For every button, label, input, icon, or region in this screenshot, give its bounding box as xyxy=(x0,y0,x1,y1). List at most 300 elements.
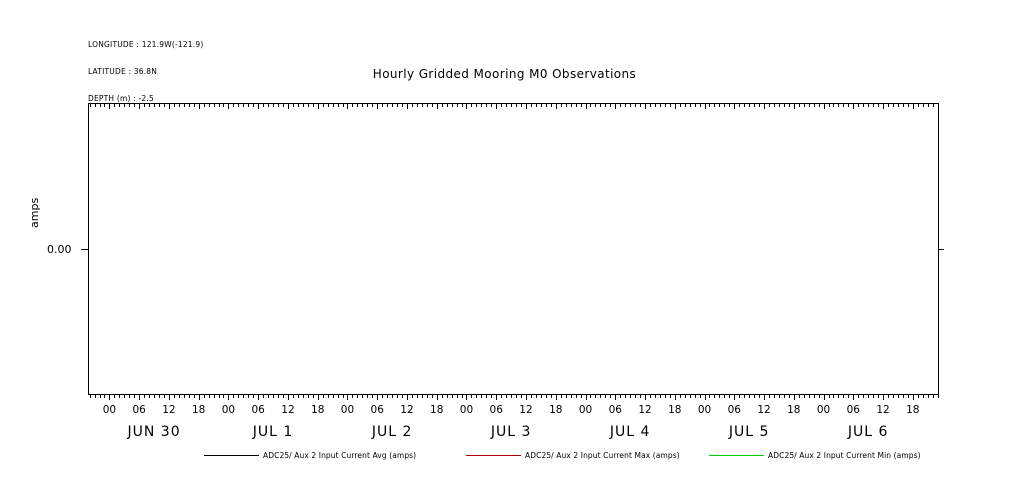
axis-tick xyxy=(809,395,810,398)
axis-tick xyxy=(417,395,418,398)
axis-tick xyxy=(799,395,800,398)
axis-tick xyxy=(238,395,239,398)
axis-tick xyxy=(481,395,482,398)
axis-tick xyxy=(913,104,914,109)
axis-tick xyxy=(223,104,224,107)
axis-tick xyxy=(427,395,428,398)
axis-tick xyxy=(779,104,780,107)
axis-tick xyxy=(650,395,651,398)
axis-tick xyxy=(219,395,220,398)
axis-tick xyxy=(189,395,190,398)
axis-tick xyxy=(199,395,200,400)
axis-tick xyxy=(600,104,601,107)
axis-tick xyxy=(139,395,140,400)
x-axis-day-label: JUL 3 xyxy=(490,424,532,440)
axis-tick xyxy=(650,104,651,107)
axis-tick xyxy=(918,104,919,107)
axis-tick xyxy=(278,104,279,107)
axis-tick xyxy=(794,104,795,109)
axis-tick xyxy=(248,395,249,398)
y-axis-tick-label: 0.00 xyxy=(47,243,72,256)
axis-tick xyxy=(734,395,735,400)
axis-tick xyxy=(333,104,334,107)
axis-tick xyxy=(144,104,145,107)
axis-tick xyxy=(119,104,120,107)
axis-tick xyxy=(749,395,750,398)
axis-tick xyxy=(323,104,324,107)
axis-tick xyxy=(333,395,334,398)
axis-tick xyxy=(888,395,889,398)
axis-tick xyxy=(159,104,160,107)
axis-tick xyxy=(422,104,423,107)
axis-tick xyxy=(253,395,254,398)
chart-legend xyxy=(0,448,1009,464)
x-axis-hour-label: 18 xyxy=(668,404,682,416)
axis-tick xyxy=(769,104,770,107)
axis-tick xyxy=(670,104,671,107)
top-axis-ticks xyxy=(88,104,939,111)
axis-tick xyxy=(709,104,710,107)
axis-tick xyxy=(298,395,299,398)
x-axis-hour-label: 18 xyxy=(906,404,920,416)
axis-tick xyxy=(645,104,646,109)
axis-tick xyxy=(447,395,448,398)
axis-tick xyxy=(695,395,696,398)
x-axis-hour-label: 12 xyxy=(400,404,414,416)
axis-tick xyxy=(546,104,547,107)
axis-tick xyxy=(774,104,775,107)
axis-tick xyxy=(452,104,453,107)
axis-tick xyxy=(328,104,329,107)
axis-tick xyxy=(640,104,641,107)
axis-tick xyxy=(90,395,91,398)
axis-tick xyxy=(471,395,472,398)
axis-tick xyxy=(853,395,854,400)
axis-tick xyxy=(347,104,348,109)
x-axis-hour-label: 00 xyxy=(578,404,593,416)
axis-tick xyxy=(853,104,854,109)
axis-tick xyxy=(437,395,438,400)
axis-tick xyxy=(764,395,765,400)
axis-tick xyxy=(278,395,279,398)
axis-tick xyxy=(620,104,621,107)
axis-tick xyxy=(551,395,552,398)
axis-tick xyxy=(784,395,785,398)
axis-tick xyxy=(833,395,834,398)
axis-tick xyxy=(680,395,681,398)
axis-tick xyxy=(586,395,587,400)
axis-tick xyxy=(610,104,611,107)
x-axis-hour-label: 06 xyxy=(132,404,146,416)
axis-tick xyxy=(184,395,185,398)
x-axis-day-labels xyxy=(0,424,1009,444)
axis-tick xyxy=(933,104,934,107)
axis-tick xyxy=(759,395,760,398)
axis-tick xyxy=(293,104,294,107)
axis-tick xyxy=(392,104,393,107)
axis-tick xyxy=(308,395,309,398)
axis-tick xyxy=(595,104,596,107)
axis-tick xyxy=(536,395,537,398)
axis-tick xyxy=(789,395,790,398)
axis-tick xyxy=(511,395,512,398)
axis-tick xyxy=(556,395,557,400)
x-axis-hour-label: 06 xyxy=(608,404,622,416)
axis-tick xyxy=(893,395,894,398)
axis-tick xyxy=(243,104,244,107)
axis-tick xyxy=(714,104,715,107)
axis-tick xyxy=(858,395,859,398)
axis-tick xyxy=(838,395,839,398)
axis-tick xyxy=(357,395,358,398)
axis-tick xyxy=(700,395,701,398)
axis-tick xyxy=(263,395,264,398)
axis-tick xyxy=(104,104,105,107)
axis-tick xyxy=(908,104,909,107)
axis-tick xyxy=(387,104,388,107)
axis-tick xyxy=(739,104,740,107)
axis-tick xyxy=(134,104,135,107)
axis-tick xyxy=(457,395,458,398)
axis-tick xyxy=(204,395,205,398)
axis-tick xyxy=(863,395,864,398)
axis-tick xyxy=(848,395,849,398)
axis-tick xyxy=(734,104,735,109)
legend-color-swatch xyxy=(466,455,521,456)
axis-tick xyxy=(486,395,487,398)
axis-tick xyxy=(873,395,874,398)
axis-tick xyxy=(581,104,582,107)
axis-tick xyxy=(541,104,542,107)
axis-tick xyxy=(313,104,314,107)
axis-tick xyxy=(164,104,165,107)
axis-tick xyxy=(323,395,324,398)
axis-tick xyxy=(863,104,864,107)
axis-tick xyxy=(561,104,562,107)
axis-tick xyxy=(174,104,175,107)
axis-tick xyxy=(680,104,681,107)
axis-tick xyxy=(878,395,879,398)
axis-tick xyxy=(90,104,91,107)
axis-tick xyxy=(199,104,200,109)
axis-tick xyxy=(397,104,398,107)
axis-tick xyxy=(938,395,939,398)
axis-tick xyxy=(675,395,676,400)
axis-tick xyxy=(293,395,294,398)
axis-tick xyxy=(233,104,234,107)
x-axis-day-label: JUL 5 xyxy=(728,424,770,440)
axis-tick xyxy=(546,395,547,398)
axis-tick xyxy=(789,104,790,107)
axis-tick xyxy=(705,104,706,109)
axis-tick xyxy=(531,104,532,107)
x-axis-day-label: JUL 4 xyxy=(609,424,651,440)
legend-color-swatch xyxy=(709,455,764,456)
axis-tick xyxy=(308,104,309,107)
axis-tick xyxy=(452,395,453,398)
axis-tick xyxy=(571,104,572,107)
axis-tick xyxy=(521,104,522,107)
axis-tick xyxy=(655,395,656,398)
x-axis-hour-label: 18 xyxy=(311,404,325,416)
axis-tick xyxy=(774,395,775,398)
axis-tick xyxy=(417,104,418,107)
axis-tick xyxy=(149,395,150,398)
axis-tick xyxy=(590,395,591,398)
x-axis-hour-label: 00 xyxy=(697,404,712,416)
legend-color-swatch xyxy=(204,455,259,456)
axis-tick xyxy=(402,395,403,398)
axis-tick xyxy=(536,104,537,107)
axis-tick xyxy=(888,104,889,107)
axis-tick xyxy=(466,104,467,109)
axis-tick xyxy=(824,104,825,109)
axis-tick xyxy=(833,104,834,107)
axis-tick xyxy=(898,104,899,107)
axis-tick xyxy=(258,395,259,400)
axis-tick xyxy=(288,104,289,109)
axis-tick xyxy=(343,395,344,398)
axis-tick xyxy=(248,104,249,107)
axis-tick xyxy=(635,395,636,398)
axis-tick xyxy=(253,104,254,107)
axis-tick xyxy=(858,104,859,107)
axis-tick xyxy=(576,395,577,398)
axis-tick xyxy=(645,395,646,400)
axis-tick xyxy=(779,395,780,398)
axis-tick xyxy=(377,104,378,109)
axis-tick xyxy=(630,395,631,398)
axis-tick xyxy=(382,104,383,107)
axis-tick xyxy=(283,104,284,107)
x-axis-hour-label: 18 xyxy=(192,404,206,416)
x-axis-hour-label: 00 xyxy=(221,404,236,416)
axis-tick xyxy=(581,395,582,398)
axis-tick xyxy=(174,395,175,398)
x-axis-hour-label: 06 xyxy=(489,404,503,416)
axis-tick xyxy=(729,395,730,398)
axis-tick xyxy=(119,395,120,398)
axis-tick xyxy=(928,104,929,107)
axis-tick xyxy=(412,395,413,398)
axis-tick xyxy=(427,104,428,107)
axis-tick xyxy=(739,395,740,398)
axis-tick xyxy=(476,395,477,398)
axis-tick xyxy=(620,395,621,398)
x-axis-hour-label: 06 xyxy=(251,404,265,416)
axis-tick xyxy=(873,104,874,107)
axis-tick xyxy=(194,395,195,398)
axis-tick xyxy=(561,395,562,398)
metadata-depth: DEPTH (m) : -2.5 xyxy=(88,94,154,103)
x-axis-hour-label: 18 xyxy=(549,404,563,416)
axis-tick xyxy=(228,395,229,400)
axis-tick xyxy=(799,104,800,107)
axis-tick xyxy=(134,395,135,398)
axis-tick xyxy=(640,395,641,398)
x-axis-hour-label: 12 xyxy=(281,404,295,416)
axis-tick xyxy=(829,395,830,398)
x-axis-ticks xyxy=(88,395,939,402)
axis-tick xyxy=(179,104,180,107)
axis-tick xyxy=(209,395,210,398)
axis-tick xyxy=(586,104,587,109)
axis-tick xyxy=(506,104,507,107)
axis-tick xyxy=(724,104,725,107)
axis-tick xyxy=(169,104,170,109)
axis-tick xyxy=(665,104,666,107)
axis-tick xyxy=(615,395,616,400)
axis-tick xyxy=(243,395,244,398)
axis-tick xyxy=(804,104,805,107)
axis-tick xyxy=(809,104,810,107)
axis-tick xyxy=(298,104,299,107)
axis-tick xyxy=(883,395,884,400)
axis-tick xyxy=(660,395,661,398)
axis-tick xyxy=(600,395,601,398)
axis-tick xyxy=(184,104,185,107)
axis-tick xyxy=(551,104,552,107)
axis-tick xyxy=(848,104,849,107)
axis-tick xyxy=(729,104,730,107)
x-axis-hour-label: 00 xyxy=(102,404,117,416)
axis-tick xyxy=(273,395,274,398)
axis-tick xyxy=(754,104,755,107)
axis-tick xyxy=(496,395,497,400)
x-axis-day-label: JUN 30 xyxy=(127,424,181,440)
x-axis-hour-label: 12 xyxy=(876,404,890,416)
axis-tick xyxy=(829,104,830,107)
axis-tick xyxy=(377,395,378,400)
axis-tick xyxy=(923,104,924,107)
axis-tick xyxy=(898,395,899,398)
axis-tick xyxy=(496,104,497,109)
axis-tick xyxy=(486,104,487,107)
axis-tick xyxy=(566,395,567,398)
axis-tick xyxy=(541,395,542,398)
axis-tick xyxy=(194,104,195,107)
axis-tick xyxy=(719,395,720,398)
axis-tick xyxy=(605,104,606,107)
axis-tick xyxy=(526,104,527,109)
axis-tick xyxy=(824,395,825,400)
axis-tick xyxy=(352,395,353,398)
axis-tick xyxy=(719,104,720,107)
axis-tick xyxy=(685,104,686,107)
plot-area xyxy=(88,103,939,395)
axis-tick xyxy=(531,395,532,398)
axis-tick xyxy=(903,395,904,398)
legend-item[interactable] xyxy=(709,448,921,462)
axis-tick xyxy=(432,104,433,107)
x-axis-hour-label: 12 xyxy=(757,404,771,416)
axis-tick xyxy=(397,395,398,398)
axis-tick xyxy=(223,395,224,398)
axis-tick xyxy=(501,104,502,107)
axis-tick xyxy=(709,395,710,398)
axis-tick xyxy=(100,104,101,107)
axis-tick xyxy=(759,104,760,107)
axis-tick xyxy=(124,104,125,107)
axis-tick xyxy=(318,395,319,400)
x-axis-hour-label: 18 xyxy=(787,404,801,416)
axis-tick xyxy=(347,395,348,400)
axis-tick xyxy=(214,104,215,107)
axis-tick xyxy=(476,104,477,107)
axis-tick xyxy=(868,104,869,107)
axis-tick xyxy=(903,104,904,107)
x-axis-hour-label: 18 xyxy=(430,404,444,416)
axis-tick xyxy=(204,104,205,107)
axis-tick xyxy=(263,104,264,107)
axis-tick xyxy=(104,395,105,398)
axis-tick xyxy=(114,104,115,107)
axis-tick xyxy=(169,395,170,400)
axis-tick xyxy=(630,104,631,107)
legend-label: ADC25/ Aux 2 Input Current Max (amps) xyxy=(525,450,680,460)
axis-tick xyxy=(338,395,339,398)
axis-tick xyxy=(819,104,820,107)
axis-tick xyxy=(457,104,458,107)
axis-tick xyxy=(372,395,373,398)
axis-tick xyxy=(124,395,125,398)
axis-tick xyxy=(675,104,676,109)
axis-tick xyxy=(367,104,368,107)
axis-tick xyxy=(303,395,304,398)
axis-tick xyxy=(625,395,626,398)
x-axis-hour-label: 00 xyxy=(459,404,474,416)
axis-tick xyxy=(923,395,924,398)
axis-tick xyxy=(154,395,155,398)
axis-tick xyxy=(506,395,507,398)
axis-tick xyxy=(95,104,96,107)
axis-tick xyxy=(109,395,110,400)
axis-tick xyxy=(868,395,869,398)
axis-tick xyxy=(357,104,358,107)
axis-tick xyxy=(784,104,785,107)
axis-tick xyxy=(610,395,611,398)
chart-title: Hourly Gridded Mooring M0 Observations xyxy=(372,67,637,81)
axis-tick xyxy=(521,395,522,398)
legend-item[interactable] xyxy=(204,448,416,462)
axis-tick xyxy=(913,395,914,400)
axis-tick xyxy=(690,395,691,398)
axis-tick xyxy=(635,104,636,107)
axis-tick xyxy=(462,395,463,398)
axis-tick xyxy=(838,104,839,107)
axis-tick xyxy=(700,104,701,107)
axis-tick xyxy=(918,395,919,398)
axis-tick xyxy=(660,104,661,107)
axis-tick xyxy=(273,104,274,107)
axis-tick xyxy=(238,104,239,107)
axis-tick xyxy=(481,104,482,107)
axis-tick xyxy=(516,395,517,398)
axis-tick xyxy=(883,104,884,109)
axis-tick xyxy=(908,395,909,398)
axis-tick xyxy=(442,104,443,107)
axis-tick xyxy=(402,104,403,107)
axis-tick xyxy=(179,395,180,398)
x-axis-day-label: JUL 2 xyxy=(371,424,413,440)
axis-tick xyxy=(387,395,388,398)
axis-tick xyxy=(754,395,755,398)
axis-tick xyxy=(437,104,438,109)
axis-tick xyxy=(878,104,879,107)
legend-item[interactable] xyxy=(466,448,680,462)
axis-tick xyxy=(466,395,467,400)
axis-tick xyxy=(268,104,269,107)
